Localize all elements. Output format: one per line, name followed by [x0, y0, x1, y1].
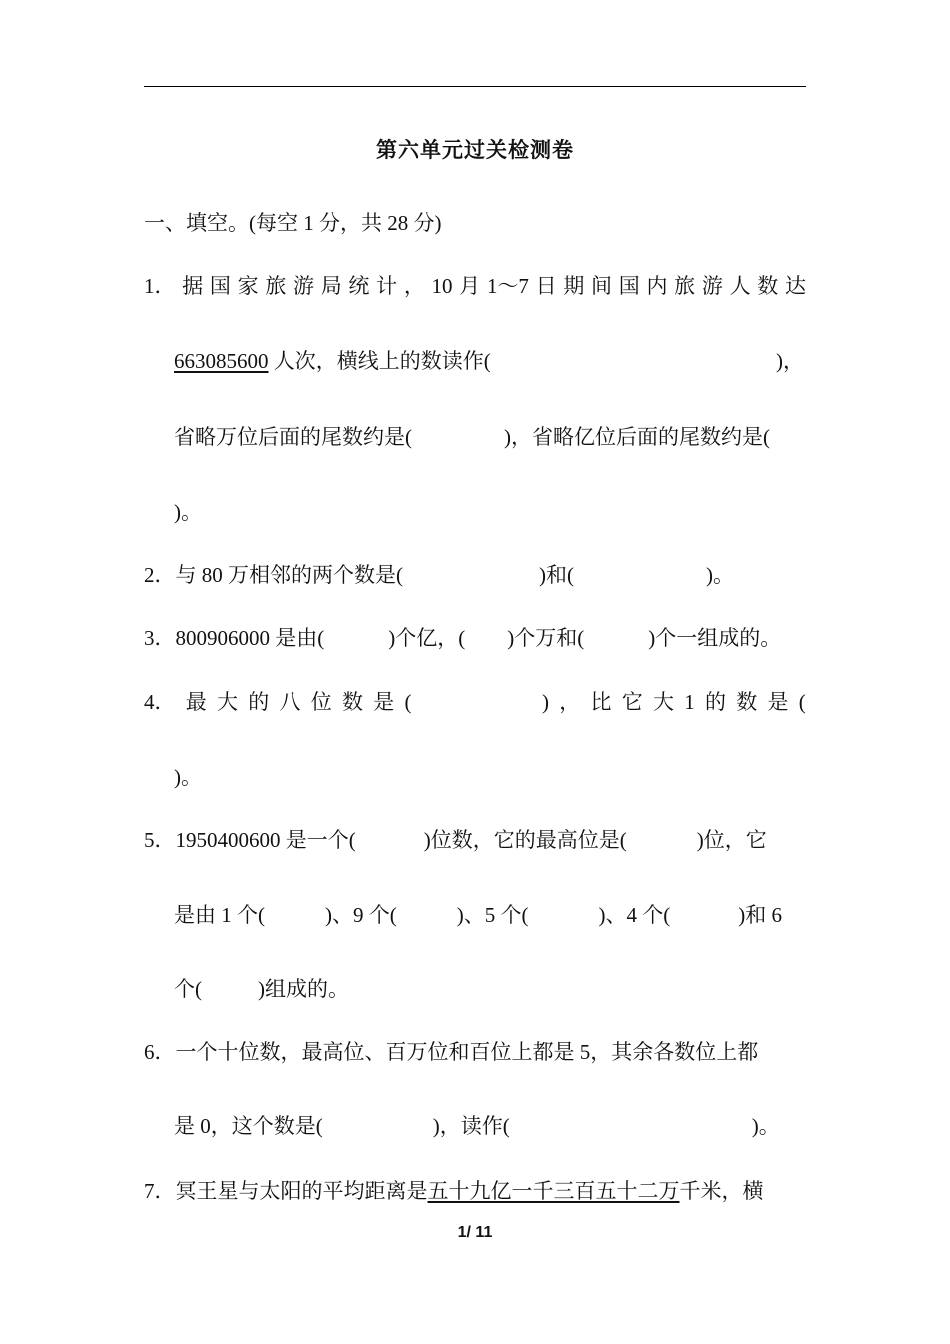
- q2: 2．与 80 万相邻的两个数是( )和( )。: [144, 563, 734, 587]
- q5-line3: 个( )组成的。: [174, 977, 349, 1001]
- page-number: 1/ 11: [457, 1224, 493, 1241]
- header-rule: [144, 86, 806, 87]
- section-heading: 一、填空。(每空 1 分，共 28 分): [144, 211, 442, 235]
- q1-line2: 663085600 人次，横线上的数读作( )，: [174, 349, 804, 373]
- q5-line2: 是由 1 个( )、9 个( )、5 个( )、4 个( )和 6: [174, 903, 782, 927]
- q1-line1: 1． 据 国 家 旅 游 局 统 计 ， 10 月 1～7 日 期 间 国 内 旅 游 人 数 达: [144, 274, 806, 298]
- page-title: 第六单元过关检测卷: [376, 138, 574, 162]
- q5-line1: 5．1950400600 是一个( )位数，它的最高位是( )位，它: [144, 828, 767, 852]
- q6-line1: 6．一个十位数，最高位、百万位和百位上都是 5，其余各数位上都: [144, 1040, 759, 1064]
- q7-line1: 7．冥王星与太阳的平均距离是五十九亿一千三百五十二万千米，横: [144, 1179, 764, 1203]
- q4-line1: 4． 最 大 的 八 位 数 是 ( ) ， 比 它 大 1 的 数 是 (: [144, 690, 806, 714]
- q1-line3: 省略万位后面的尾数约是( )，省略亿位后面的尾数约是(: [174, 425, 770, 449]
- q1-line4: )。: [174, 500, 202, 524]
- q4-line2: )。: [174, 765, 202, 789]
- q6-line2: 是 0，这个数是( )，读作( )。: [174, 1114, 780, 1138]
- q3: 3．800906000 是由( )个亿，( )个万和( )个一组成的。: [144, 626, 782, 650]
- underlined-distance: 五十九亿一千三百五十二万: [427, 1179, 680, 1203]
- underlined-number: 663085600: [174, 349, 269, 373]
